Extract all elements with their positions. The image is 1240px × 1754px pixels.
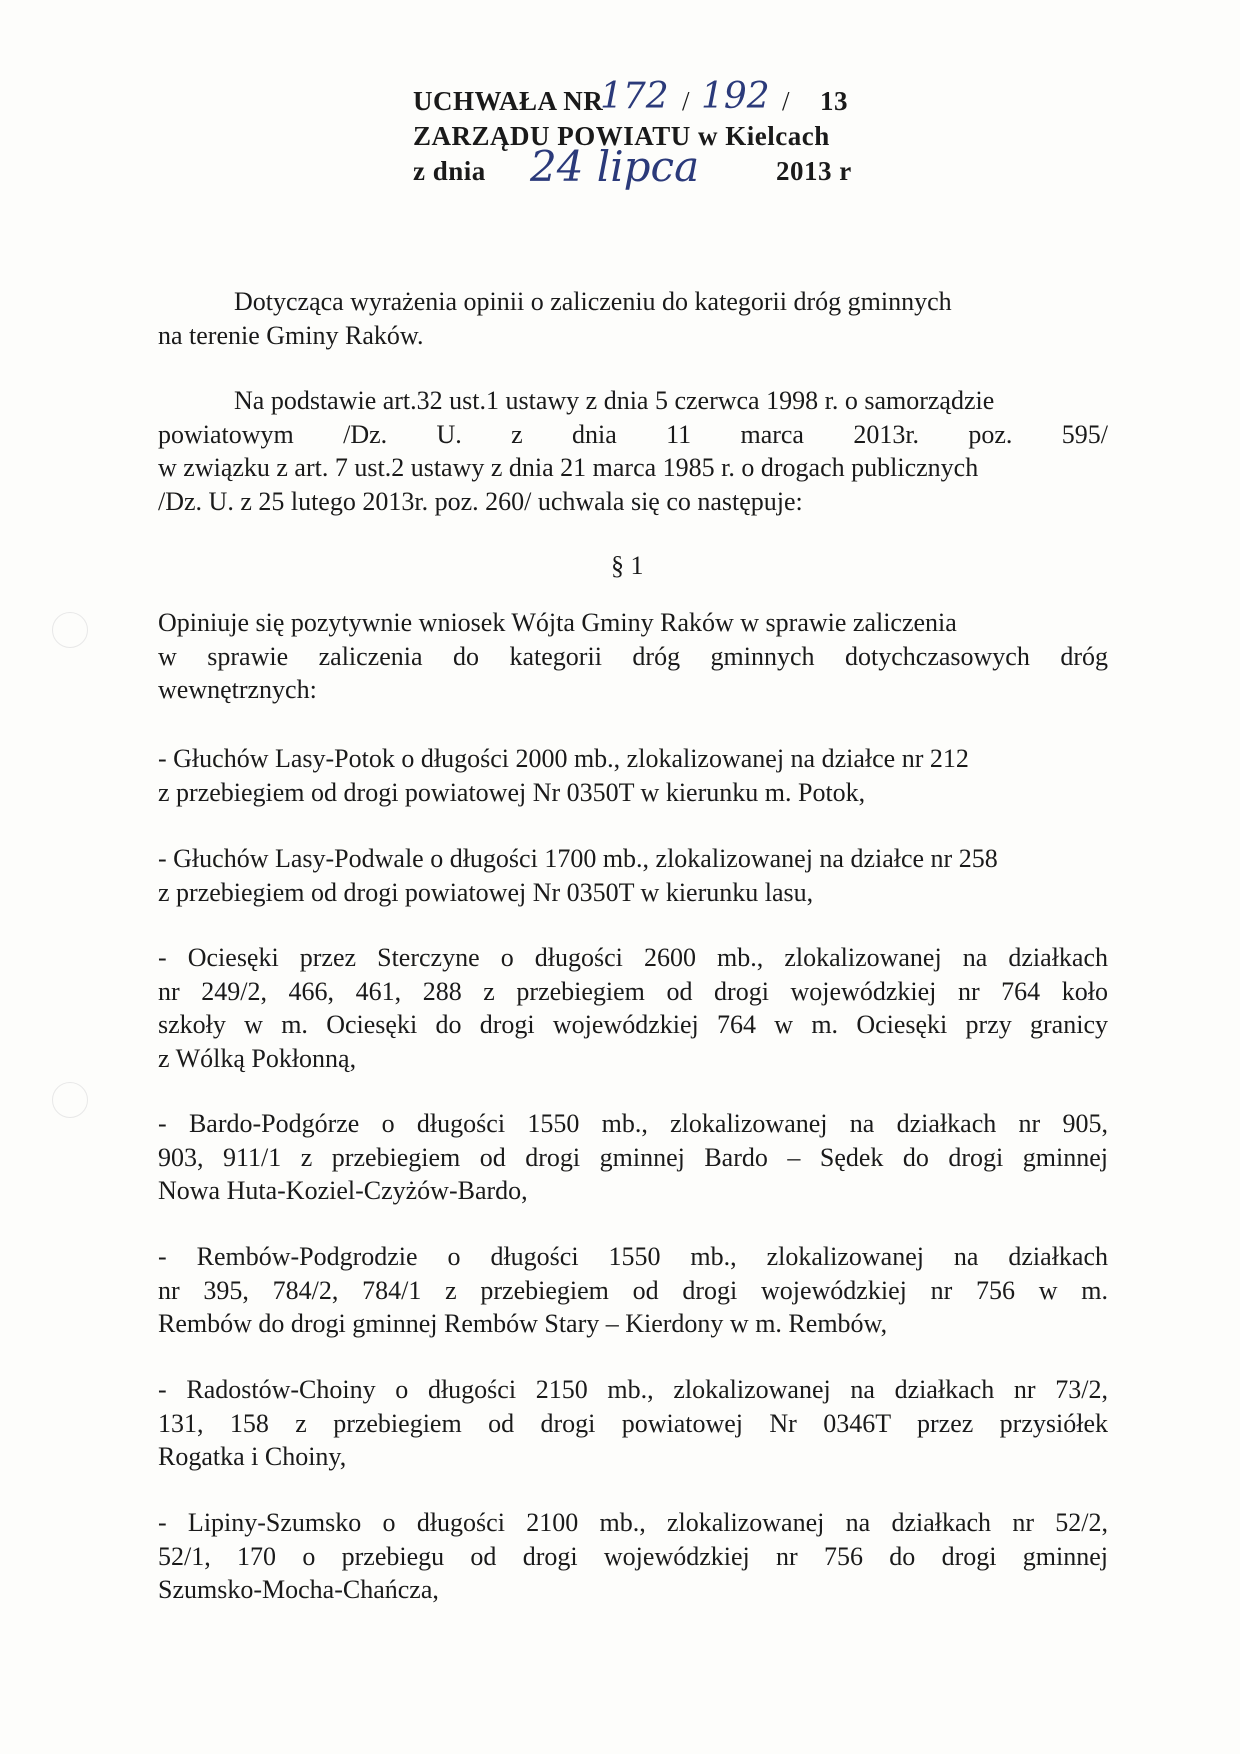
basis-line: /Dz. U. z 25 lutego 2013r. poz. 260/ uchwala się co następuje: [158,486,803,516]
date-year: 2013 r [776,156,852,186]
road-line: - Głuchów Lasy-Potok o długości 2000 mb., zlokalizowanej na działce nr 212 [158,744,969,773]
basis-line: Na podstawie art.32 ust.1 ustawy z dnia 5 czerwca 1998 r. o samorządzie [234,386,995,415]
opinion-paragraph [158,606,1108,707]
opinion-line: Opiniuje się pozytywnie wniosek Wójta Gminy Raków w sprawie zaliczenia [158,608,957,637]
road-line: szkoły w m. Ociesęki do drogi wojewódzkiej 764 w m. Ociesęki przy granicy [158,1010,1108,1039]
date-prefix: z dnia [413,156,486,186]
road-line: Szumsko-Mocha-Chańcza, [158,1575,439,1604]
road-line: - Głuchów Lasy-Podwale o długości 1700 mb., zlokalizowanej na działce nr 258 [158,844,998,873]
road-line: Rogatka i Choiny, [158,1442,347,1471]
handwritten-number-2: 192 [701,76,770,117]
resolution-prefix: UCHWAŁA NR [413,86,604,116]
handwritten-number-1: 172 [600,76,669,117]
basis-line: powiatowym /Dz. U. z dnia 11 marca 2013r. poz. 595/ [158,419,1108,449]
road-line: nr 395, 784/2, 784/1 z przebiegiem od drogi wojewódzkiej nr 756 w m. [158,1275,1108,1305]
road-line: - Ociesęki przez Sterczyne o długości 2600 mb., zlokalizowanej na działkach [158,943,1108,972]
punch-hole-mark [52,1082,88,1118]
basis-line: w związku z art. 7 ust.2 ustawy z dnia 21 marca 1985 r. o drogach publicznych [158,453,979,482]
road-item [158,742,1108,809]
road-item [158,1506,1108,1607]
road-line: 131, 158 z przebiegiem od drogi powiatowej Nr 0346T przez przysiółek [158,1408,1108,1438]
road-line: z Wólką Pokłonną, [158,1043,357,1073]
road-line: - Lipiny-Szumsko o długości 2100 mb., zlokalizowanej na działkach nr 52/2, [158,1508,1108,1537]
number-separator-1: / [682,86,691,116]
section-heading: § 1 [611,551,644,580]
road-item [158,842,1108,909]
road-line: 52/1, 170 o przebiegu od drogi wojewódzkiej nr 756 do drogi gminnej [158,1541,1108,1571]
road-item [158,1240,1108,1341]
resolution-year: 13 [820,86,848,116]
subject-paragraph [158,285,1108,352]
resolution-title [413,86,603,117]
road-item [158,941,1108,1075]
opinion-line: w sprawie zaliczenia do kategorii dróg gminnych dotychczasowych dróg [158,641,1108,671]
road-line: - Bardo-Podgórze o długości 1550 mb., zlokalizowanej na działkach nr 905, [158,1109,1108,1138]
number-separator-2: / [782,86,791,116]
issuing-authority: ZARZĄDU POWIATU w Kielcach [413,121,830,151]
road-item [158,1107,1108,1208]
handwritten-date: 24 lipca [530,142,700,191]
road-line: z przebiegiem od drogi powiatowej Nr 0350T w kierunku m. Potok, [158,777,866,807]
punch-hole-mark [52,612,88,648]
road-line: - Radostów-Choiny o długości 2150 mb., zlokalizowanej na działkach nr 73/2, [158,1375,1108,1404]
subject-line: Dotycząca wyrażenia opinii o zaliczeniu do kategorii dróg gminnych [234,287,952,316]
road-line: - Rembów-Podgrodzie o długości 1550 mb., zlokalizowanej na działkach [158,1242,1108,1271]
road-item [158,1373,1108,1474]
subject-line: na terenie Gminy Raków. [158,320,424,350]
road-line: Rembów do drogi gminnej Rembów Stary – Kierdony w m. Rembów, [158,1309,888,1338]
opinion-line: wewnętrznych: [158,675,317,704]
road-line: nr 249/2, 466, 461, 288 z przebiegiem od drogi wojewódzkiej nr 764 koło [158,976,1108,1006]
legal-basis-paragraph [158,384,1108,518]
road-line: z przebiegiem od drogi powiatowej Nr 0350T w kierunku lasu, [158,877,814,907]
road-line: Nowa Huta-Koziel-Czyżów-Bardo, [158,1176,528,1205]
road-line: 903, 911/1 z przebiegiem od drogi gminnej Bardo – Sędek do drogi gminnej [158,1142,1108,1172]
